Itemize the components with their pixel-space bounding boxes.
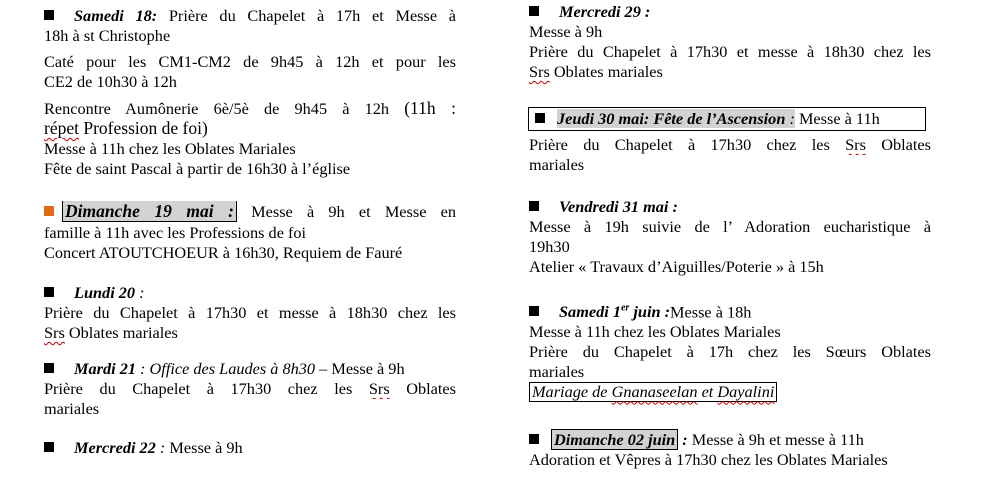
entry-line (44, 98, 456, 118)
entry-line: Concert ATOUTCHOEUR à 16h30, Requiem de Fauré (44, 243, 403, 262)
entry-text: Rencontre Aumônerie 6è/5è de 9h45 à 12h (44, 99, 405, 118)
entry-line (44, 201, 456, 223)
square-bullet-icon (529, 6, 539, 16)
entry-text: : Office des Laudes à 8h30 (135, 359, 316, 378)
entry-heading: Vendredi 31 mai : (559, 197, 678, 216)
entry-jeudi-30 (529, 107, 931, 175)
entry-text: Oblates (865, 135, 931, 154)
entry-line: CE2 de 10h30 à 12h (44, 72, 177, 91)
entry-text: Messe à 11h (794, 109, 880, 128)
spellcheck-word: Srs (529, 62, 550, 81)
spellcheck-word: Srs (368, 379, 390, 398)
square-bullet-icon (529, 201, 539, 211)
entry-text: : (785, 109, 795, 128)
entry-line: Messe à 11h chez les Oblates Mariales (44, 139, 296, 158)
spellcheck-word: répet (44, 118, 79, 138)
entry-line: Prière du Chapelet à 17h chez les Sœurs Oblates (529, 342, 931, 362)
entry-text: Profession de foi) (78, 118, 208, 138)
entry-heading: Mercredi 29 : (559, 2, 651, 21)
wedding-notice-box (529, 382, 777, 402)
spellcheck-word: Srs (845, 135, 866, 154)
entry-mercredi-29 (529, 2, 931, 82)
entry-text: : (155, 438, 166, 457)
entry-line: 19h30 (529, 237, 570, 256)
entry-text: – Messe à 9h (315, 359, 405, 378)
entry-heading: Jeudi 30 mai: Fête de l’Ascension (557, 109, 786, 128)
entry-line: Fête de saint Pascal à partir de 16h30 à l’église (44, 159, 351, 178)
entry-line: Adoration et Vêpres à 17h30 chez les Oblates Mariales (529, 450, 888, 469)
entry-text: Messe à 18h (670, 302, 752, 322)
entry-line (44, 438, 456, 458)
entry-line: Atelier « Travaux d’Aiguilles/Poterie » à 15h (529, 257, 824, 276)
entry-heading: Samedi 18: (74, 6, 158, 25)
entry-vendredi-31 (529, 197, 931, 277)
entry-text: Messe à 9h et Messe en (236, 202, 456, 221)
entry-line: Messe à 11h chez les Oblates Mariales (529, 322, 781, 342)
entry-line (529, 382, 931, 402)
entry-lundi-20 (44, 283, 456, 343)
entry-text: Oblates mariales (64, 323, 178, 342)
square-bullet-icon (44, 363, 54, 373)
entry-line (529, 135, 931, 155)
entry-line: Messe à 9h (529, 22, 603, 41)
entry-line (529, 430, 931, 450)
entry-line: Messe à 19h suivie de l’ Adoration eucharistique à (529, 217, 931, 236)
entry-line: Prière du Chapelet à 17h30 et messe à 18h30 chez les (529, 42, 931, 61)
square-bullet-icon (44, 287, 54, 297)
entry-text: : (678, 430, 688, 449)
entry-line (44, 323, 456, 343)
entry-heading (559, 302, 670, 321)
entry-line (44, 359, 456, 379)
spellcheck-word: Dayalini (717, 382, 775, 402)
spellcheck-word: Gnanaseelan (611, 382, 698, 402)
entry-text: : (135, 283, 145, 302)
entry-line (44, 283, 456, 303)
entry-line: Caté pour les CM1-CM2 de 9h45 à 12h et pour les (44, 52, 456, 71)
entry-line (529, 2, 931, 22)
entry-heading: Mardi 21 (74, 359, 136, 378)
entry-heading: Dimanche 02 juin (551, 429, 678, 450)
square-bullet-icon (44, 10, 54, 20)
entry-heading-box (528, 107, 926, 131)
heading-text: juin : (629, 302, 671, 322)
heading-superscript: er (620, 303, 630, 314)
entry-text: (11h : (404, 98, 456, 118)
entry-line (529, 62, 931, 82)
entry-dimanche-19 (44, 201, 456, 263)
entry-text: Messe à 9h et messe à 11h (687, 430, 864, 449)
entry-text: Prière du Chapelet à 17h30 chez les (529, 135, 846, 154)
heading-text: Samedi 1 (559, 302, 621, 322)
entry-text: Mariage de (532, 382, 612, 402)
entry-heading: Dimanche 19 mai : (62, 201, 237, 222)
entry-line (44, 118, 456, 139)
square-bullet-icon (44, 442, 54, 452)
square-bullet-icon (535, 113, 545, 123)
entry-line: mariales (529, 362, 585, 382)
entry-line: mariales (44, 399, 100, 418)
entry-text: Oblates mariales (549, 62, 663, 81)
square-bullet-icon (44, 206, 54, 216)
square-bullet-icon (529, 306, 539, 316)
entry-text: Prière du Chapelet à 17h et Messe à (168, 6, 456, 25)
entry-line: 18h à st Christophe (44, 26, 171, 45)
entry-line: mariales (529, 155, 585, 174)
entry-heading: Mercredi 22 (74, 438, 156, 457)
entry-mercredi-22 (44, 438, 456, 458)
entry-mardi-21 (44, 359, 456, 419)
spellcheck-word: Srs (44, 323, 65, 342)
entry-text: Oblates (389, 379, 456, 398)
entry-dimanche-02 (529, 430, 931, 470)
entry-line: Prière du Chapelet à 17h30 et messe à 18h30 chez les (44, 303, 456, 322)
entry-text: Messe à 9h (165, 438, 243, 457)
entry-line (44, 379, 456, 399)
square-bullet-icon (529, 434, 539, 444)
entry-samedi-1 (529, 299, 931, 402)
entry-line (44, 6, 456, 26)
entry-samedi-18 (44, 6, 456, 179)
entry-line (529, 197, 931, 217)
entry-line: famille à 11h avec les Professions de foi (44, 223, 307, 242)
entry-text: Prière du Chapelet à 17h30 chez les (44, 379, 369, 398)
entry-heading: Lundi 20 (74, 283, 136, 302)
entry-text: et (697, 382, 718, 402)
entry-line (529, 299, 931, 322)
